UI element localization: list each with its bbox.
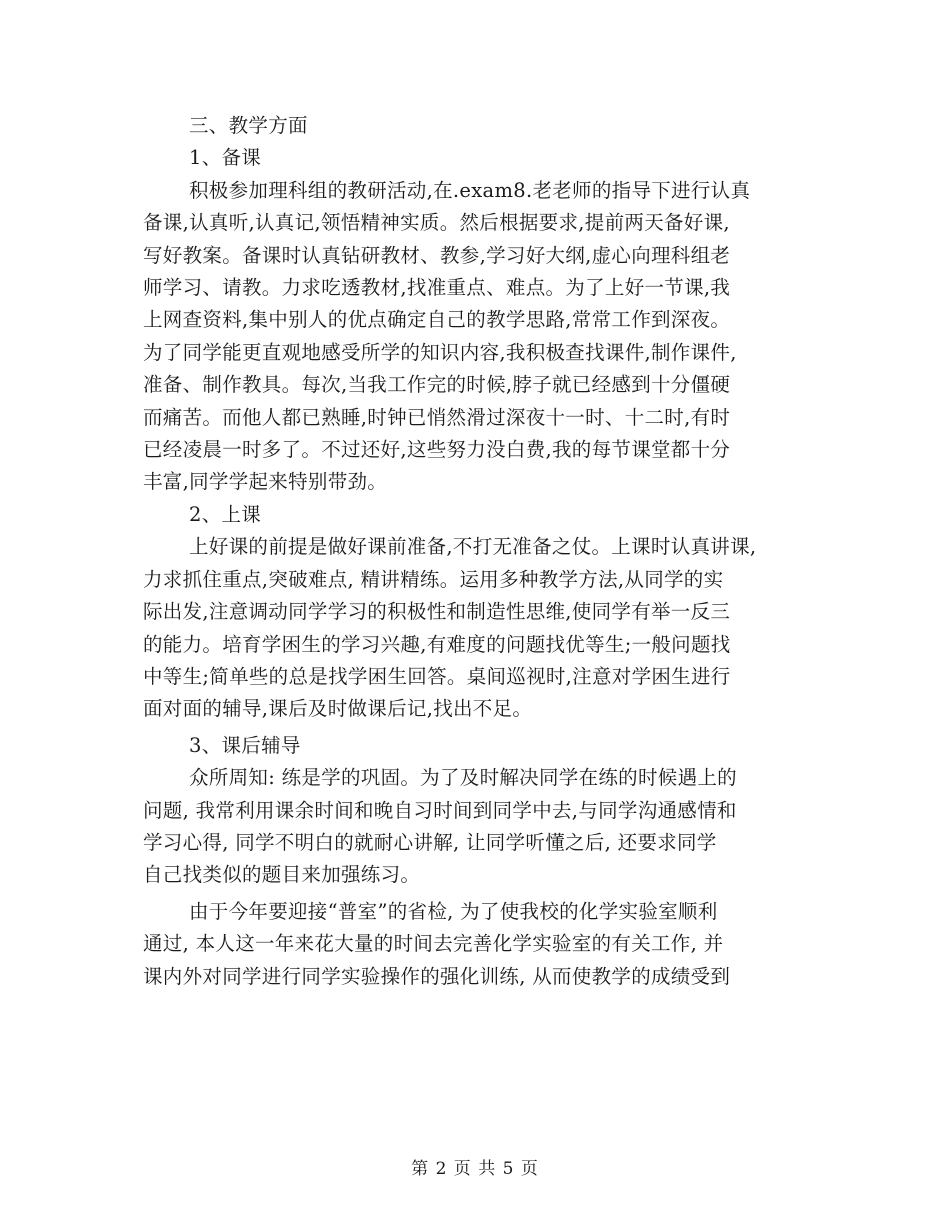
paragraph-line: 备课,认真听,认真记,领悟精神实质。然后根据要求,提前两天备好课, [143, 211, 730, 235]
paragraph-line: 课内外对同学进行同学实验操作的强化训练, 从而使教学的成绩受到 [143, 964, 731, 988]
paragraph-line: 师学习、请教。力求吃透教材,找准重点、难点。为了上好一节课,我 [143, 276, 731, 300]
paragraph-line: 众所周知: 练是学的巩固。为了及时解决同学在练的时候遇上的 [189, 766, 737, 790]
page-number-footer: 第 2 页 共 5 页 [411, 1159, 539, 1179]
paragraph-tutoring [143, 762, 823, 892]
paragraph-line: 上网查资料,集中别人的优点确定自己的教学思路,常常工作到深夜。 [143, 308, 731, 332]
subsection-title-prep: 1、备课 [189, 146, 262, 170]
paragraph-line: 上好课的前提是做好课前准备,不打无准备之仗。上课时认真讲课, [189, 535, 757, 559]
paragraph-line: 由于今年要迎接“普室”的省检, 为了使我校的化学实验室顺利 [189, 899, 718, 923]
paragraph-line: 的能力。培育学困生的学习兴趣,有难度的问题找优等生;一般问题找 [143, 632, 731, 656]
paragraph-line: 为了同学能更直观地感受所学的知识内容,我积极查找课件,制作课件, [143, 340, 737, 364]
paragraph-line: 力求抓住重点,突破难点, 精讲精练。运用多种教学方法,从同学的实 [143, 567, 724, 591]
paragraph-line: 积极参加理科组的教研活动,在.exam8.老老师的指导下进行认真 [189, 178, 751, 202]
paragraph-line: 丰富,同学学起来特别带劲。 [143, 470, 388, 494]
paragraph-line: 学习心得, 同学不明白的就耐心讲解, 让同学听懂之后, 还要求同学 [143, 830, 717, 854]
paragraph-lab [143, 896, 823, 993]
paragraph-line: 自己找类似的题目来加强练习。 [143, 863, 421, 887]
paragraph-line: 写好教案。备课时认真钻研教材、教参,学习好大纲,虚心向理科组老 [143, 243, 731, 267]
document-body [143, 110, 823, 993]
subsection-title-class: 2、上课 [189, 502, 262, 526]
paragraph-prep [143, 175, 823, 499]
paragraph-line: 际出发,注意调动同学学习的积极性和制造性思维,使同学有举一反三 [143, 600, 731, 624]
paragraph-line: 而痛苦。而他人都已熟睡,时钟已悄然滑过深夜十一时、十二时,有时 [143, 405, 731, 429]
paragraph-line: 准备、制作教具。每次,当我工作完的时候,脖子就已经感到十分僵硬 [143, 373, 731, 397]
paragraph-line: 面对面的辅导,课后及时做课后记,找出不足。 [143, 697, 533, 721]
subsection-title-tutoring: 3、课后辅导 [189, 733, 301, 757]
paragraph-class [143, 531, 823, 725]
section-heading: 三、教学方面 [189, 114, 308, 137]
paragraph-line: 中等生;简单些的总是找学困生回答。桌间巡视时,注意对学困生进行 [143, 664, 731, 688]
paragraph-line: 通过, 本人这一年来花大量的时间去完善化学实验室的有关工作, 并 [143, 932, 724, 956]
paragraph-line: 已经凌晨一时多了。不过还好,这些努力没白费,我的每节课堂都十分 [143, 438, 731, 462]
paragraph-line: 问题, 我常利用课余时间和晚自习时间到同学中去,与同学沟通感情和 [143, 798, 737, 822]
